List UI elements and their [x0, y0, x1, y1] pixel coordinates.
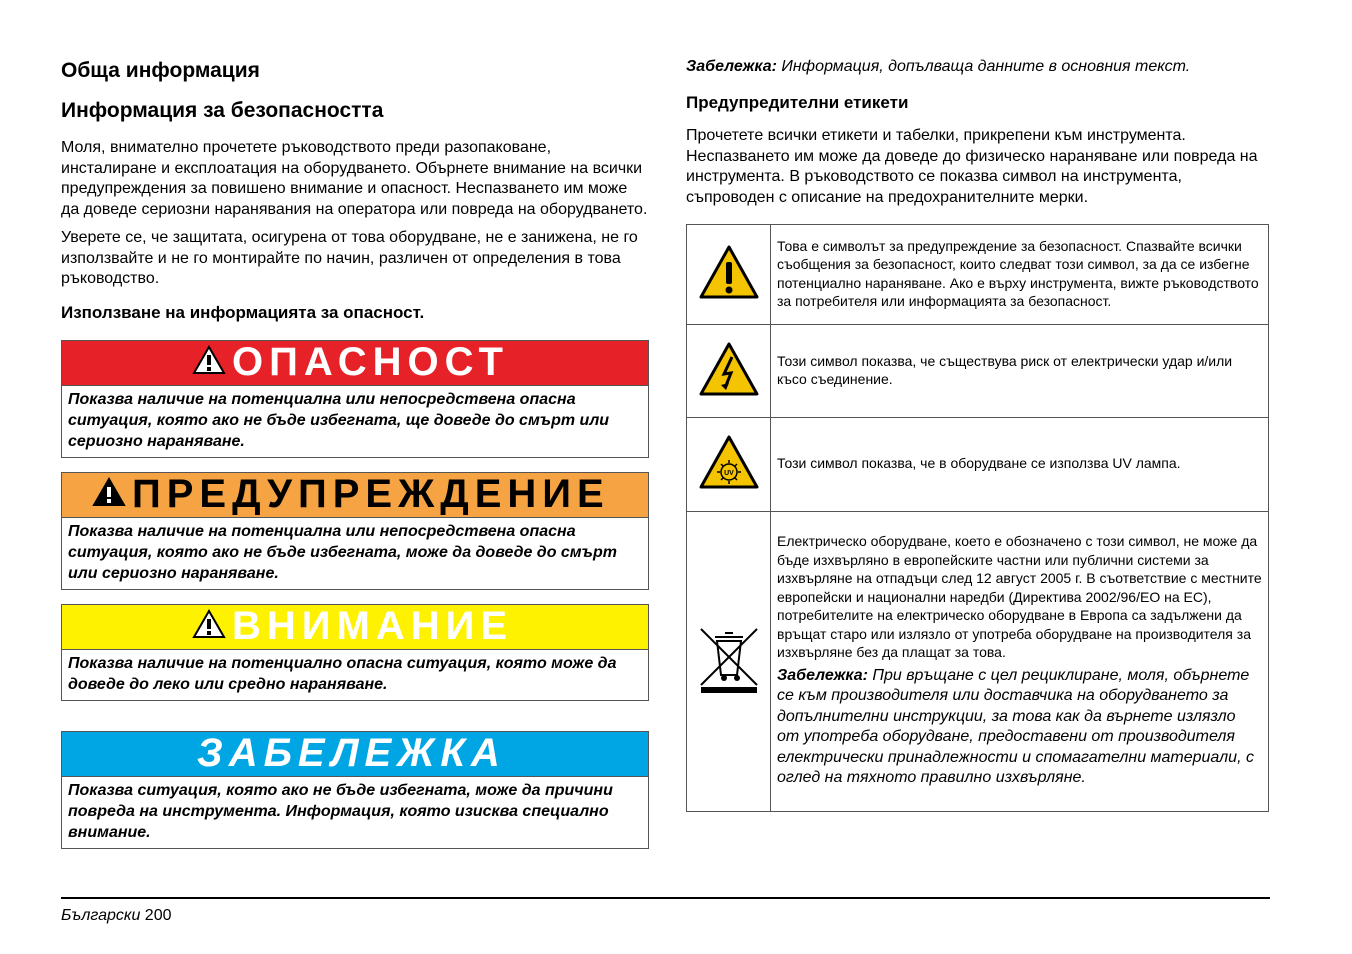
hazard-notice-header: [62, 732, 648, 777]
hazard-danger-header: [62, 341, 648, 386]
left-column: [61, 56, 649, 863]
footer-language: Български: [61, 907, 141, 924]
symbol-description: Този символ показва, че съществува риск от електрически удар и/или късо съединение.: [771, 325, 1269, 418]
hazard-caution-label: ВНИМАНИЕ: [232, 604, 514, 648]
warning-triangle-icon: [192, 604, 226, 649]
warning-triangle-icon: [192, 340, 226, 385]
hazard-warning-box: [61, 472, 649, 590]
heading-safety-info: Информация за безопасността: [61, 99, 384, 122]
safety-paragraph-1: Моля, внимателно прочетете ръководството преди разопаковане, инсталиране и експлоатация на оборудването. Обърнете внимание на всички предупреждения за повишено внимание и опасност. Неспазването им може да доведе сериозни наранявания на оператора или повреда на оборудването.: [61, 139, 648, 218]
labels-paragraph: Прочетете всички етикети и табелки, прикрепени към инструмента. Неспазването им може да доведе до физическо нараняване или повреда на инструмента. В ръководството се показва символ на инструмента, съпроводен с описание на предохранителните мерки.: [686, 127, 1258, 206]
weee-note-text: При връщане с цел рециклиране, моля, обърнете се към производителя или доставчика на оборудването за допълнителни инструкции, за това как да върнете излязло от употреба оборудване, предоставени от производителя електрически принадлежности и спомагателни материали, с оглед на тяхното правилно изхвърляне.: [777, 666, 1254, 787]
note-text: Информация, допълваща данните в основния текст.: [776, 58, 1191, 75]
footer-divider: [61, 897, 1270, 899]
uv-icon-text: UV: [723, 470, 734, 477]
right-column: [686, 56, 1269, 812]
hazard-caution-text: Показва наличие на потенциално опасна ситуация, която може да доведе до леко или средно нараняване.: [68, 654, 617, 693]
hazard-danger-label: ОПАСНОСТ: [232, 340, 509, 384]
table-row: [687, 325, 1269, 418]
symbol-description: Това е символът за предупреждение за безопасност. Спазвайте всички съобщения за безопасност, които следват този символ, за да се избегне потенциално нараняване. Ако е върху инструмента, вижте ръководството за потребителя или информацията за безопасност.: [771, 225, 1269, 325]
hazard-warning-header: [62, 473, 648, 518]
hazard-warning-text: Показва наличие на потенциална или непосредствена опасна ситуация, която ако не бъде избегната, може да доведе до смърт или сериозно нараняване.: [68, 522, 617, 582]
hazard-notice-text: Показва ситуация, която ако не бъде избегната, може да причини повреда на инструмента. Информация, която изисква специално внимание.: [68, 781, 613, 841]
symbol-cell: [687, 225, 771, 325]
table-row: [687, 512, 1269, 812]
uv-lamp-icon: [698, 470, 760, 494]
symbol-cell: [687, 418, 771, 512]
hazard-notice-label: ЗАБЕЛЕЖКА: [197, 731, 506, 775]
symbol-description: Този символ показва, че в оборудване се използва UV лампа.: [771, 418, 1269, 512]
table-row: [687, 225, 1269, 325]
hazard-danger-text: Показва наличие на потенциална или непосредствена опасна ситуация, която ако не бъде избегната, ще доведе до смърт или сериозно нараняване.: [68, 390, 610, 450]
note-label: Забележка:: [686, 58, 777, 75]
footer: [61, 907, 172, 925]
weee-text: Електрическо оборудване, което е обозначено с този символ, не може да бъде изхвърляно в европейските частни или публични системи за изхвърляне на отпадъци след 12 август 2005 г. В съответствие с местните европейски и национални наредби (Директива 2002/96/ЕО на ЕС), потребителите на електрическо оборудване в Европа са задължени да връщат старо или излязло от употреба оборудване на производителя за изхвърляне без да плащат за това.: [777, 533, 1262, 661]
note-line: [686, 56, 1269, 78]
labels-table: [686, 224, 1269, 812]
warning-triangle-icon: [698, 287, 760, 304]
hazard-danger-box: [61, 340, 649, 458]
heading-hazard-use: Използване на информацията за опасност.: [61, 302, 425, 322]
hazard-caution-header: [62, 605, 648, 650]
symbol-cell: [687, 325, 771, 418]
heading-general-info: Обща информация: [61, 59, 260, 82]
hazard-notice-box: [61, 731, 649, 849]
hazard-caution-box: [61, 604, 649, 701]
electric-shock-icon: [698, 384, 760, 401]
weee-bin-icon: [697, 682, 761, 699]
hazard-warning-label: ПРЕДУПРЕЖДЕНИЕ: [132, 472, 610, 516]
footer-page-number: 200: [144, 907, 172, 924]
heading-warning-labels: Предупредителни етикети: [686, 93, 909, 112]
table-row: [687, 418, 1269, 512]
weee-note: [777, 666, 1262, 789]
warning-triangle-icon: [92, 472, 126, 517]
weee-note-label: Забележка:: [777, 666, 868, 684]
safety-paragraph-2: Уверете се, че защитата, осигурена от това оборудване, не е занижена, не го използвайте и не го монтирайте по начин, различен от определения в това ръководство.: [61, 229, 638, 287]
symbol-cell: [687, 512, 771, 812]
symbol-description: [771, 512, 1269, 812]
